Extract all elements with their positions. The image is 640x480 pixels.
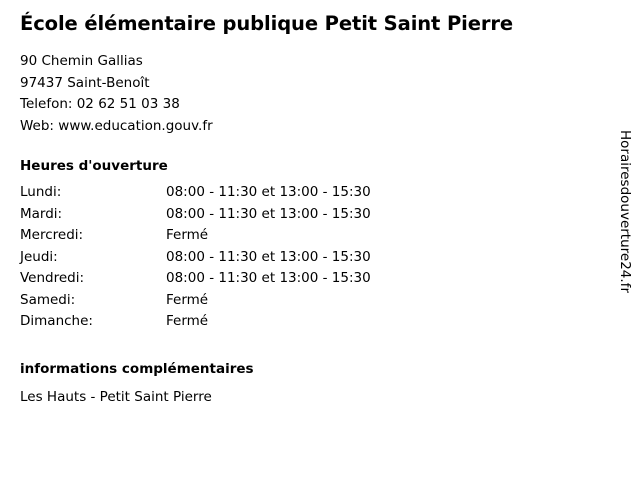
day-hours: 08:00 - 11:30 et 13:00 - 15:30 — [166, 205, 371, 222]
address-city: 97437 Saint-Benoît — [20, 74, 150, 91]
address-block — [20, 51, 590, 137]
table-row — [20, 247, 371, 269]
address-street: 90 Chemin Gallias — [20, 53, 143, 70]
day-hours: 08:00 - 11:30 et 13:00 - 15:30 — [166, 270, 371, 287]
day-label: Vendredi: — [20, 270, 85, 287]
day-label: Mardi: — [20, 205, 63, 222]
additional-info-text: Les Hauts - Petit Saint Pierre — [20, 388, 212, 405]
day-label: Lundi: — [20, 184, 62, 201]
day-label: Mercredi: — [20, 227, 84, 244]
day-label: Jeudi: — [20, 248, 58, 265]
table-row — [20, 204, 371, 226]
day-hours: Fermé — [166, 313, 209, 330]
day-hours: Fermé — [166, 227, 209, 244]
opening-hours-table — [20, 182, 371, 333]
page-title: École élémentaire publique Petit Saint Pierre — [20, 12, 514, 35]
phone-line: Telefon: 02 62 51 03 38 — [20, 96, 180, 113]
day-label: Samedi: — [20, 291, 76, 308]
day-hours: 08:00 - 11:30 et 13:00 - 15:30 — [166, 184, 371, 201]
website-line: Web: www.education.gouv.fr — [20, 117, 213, 134]
table-row — [20, 290, 371, 312]
additional-info-heading: informations complémentaires — [20, 360, 254, 377]
watermark-vertical-label: Horairesdouverture24.fr — [617, 130, 633, 293]
table-row — [20, 268, 371, 290]
day-hours: 08:00 - 11:30 et 13:00 - 15:30 — [166, 248, 371, 265]
day-hours: Fermé — [166, 291, 209, 308]
opening-hours-heading: Heures d'ouverture — [20, 158, 168, 175]
content-column — [20, 0, 590, 408]
table-row — [20, 311, 371, 333]
table-row — [20, 225, 371, 247]
table-row — [20, 182, 371, 204]
day-label: Dimanche: — [20, 313, 93, 330]
